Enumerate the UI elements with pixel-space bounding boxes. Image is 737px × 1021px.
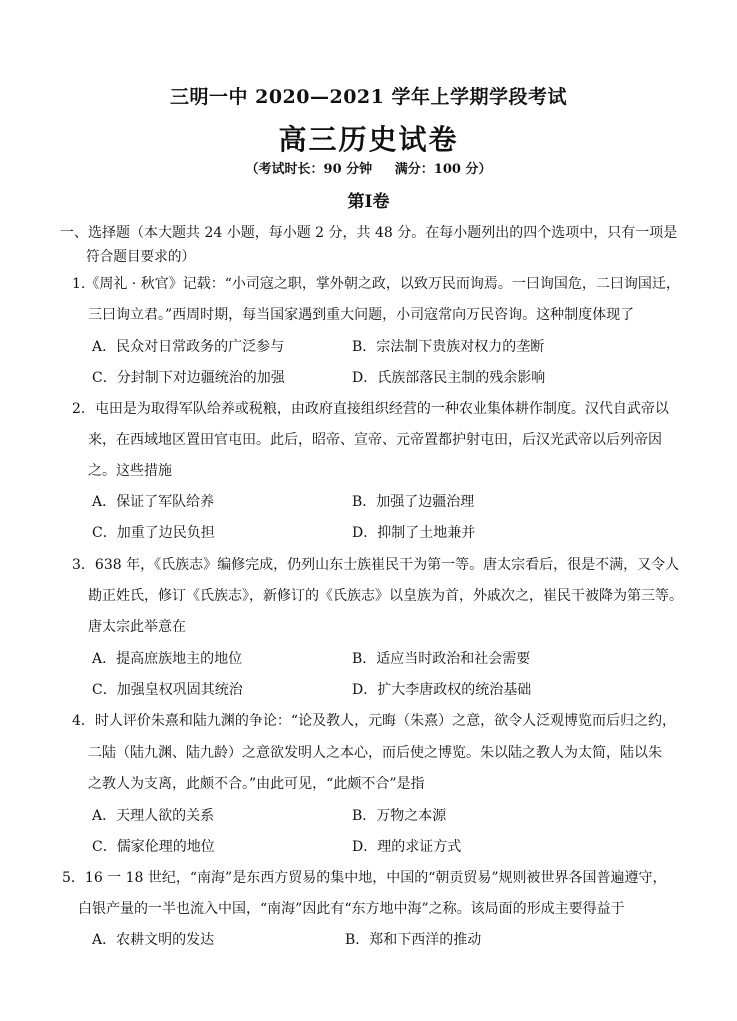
question-1-line-2: 三曰询立君。”西周时期，每当国家遇到重大问题，小司寇常向万民咨询。这种制度体现了 <box>88 307 635 323</box>
question-4-line-2: 二陆（陆九渊、陆九龄）之意欲发明人之本心，而后使之博览。朱以陆之教人为太简，陆以朱 <box>88 745 662 761</box>
question-3-option-b[interactable]: B．适应当时政治和社会需要 <box>352 651 531 667</box>
question-2-option-c[interactable]: C．加重了边民负担 <box>92 525 215 541</box>
question-4-line-3: 之教人为支离，此颇不合。”由此可见，“此颇不合”是指 <box>88 776 425 792</box>
exam-info: （考试时长：90 分钟 满分：100 分） <box>245 162 492 177</box>
question-4-option-b[interactable]: B．万物之本源 <box>352 808 447 824</box>
section-instruction-cont: 符合题目要求的） <box>86 249 196 265</box>
part-title: 第Ⅰ卷 <box>347 192 390 212</box>
question-1-line-1: 1.《周礼 · 秋官》记载：“小司寇之职，掌外朝之政，以致万民而询焉。一曰询国危，二曰询国迁， <box>72 276 680 292</box>
school-title: 三明一中 2020—2021 学年上学期学段考试 <box>170 86 567 108</box>
question-3-option-a[interactable]: A．提高庶族地主的地位 <box>92 651 243 667</box>
question-4-option-a[interactable]: A．天理人欲的关系 <box>92 808 215 824</box>
question-5-line-1: 5．16 一 18 世纪，“南海”是东西方贸易的集中地，中国的“朝贡贸易”规则被世界各国普遍遵守， <box>62 870 667 886</box>
question-4-line-1: 4．时人评价朱熹和陆九渊的争论：“论及教人，元晦（朱熹）之意，欲令人泛观博览而后归之约， <box>72 713 677 729</box>
question-3-line-1: 3．638 年，《氏族志》编修完成，仍列山东士族崔民干为第一等。唐太宗看后，很是不满，又令人 <box>72 557 680 573</box>
exam-title: 高三历史试卷 <box>278 123 459 156</box>
question-5-line-2: 白银产量的一半也流入中国，“南海”因此有“东方地中海”之称。该局面的形成主要得益于 <box>78 901 625 917</box>
question-4-option-c[interactable]: C．儒家伦理的地位 <box>92 839 215 855</box>
question-3-option-d[interactable]: D．扩大李唐政权的统治基础 <box>352 682 532 698</box>
question-3-line-2: 勘正姓氏，修订《氏族志》，新修订的《氏族志》以皇族为首，外戚次之，崔民干被降为第三等。 <box>88 588 683 604</box>
question-1-option-a[interactable]: A．民众对日常政务的广泛参与 <box>92 339 285 355</box>
question-2-option-d[interactable]: D．抑制了土地兼并 <box>352 525 476 541</box>
question-2-option-b[interactable]: B．加强了边疆治理 <box>352 494 475 510</box>
question-2-line-3: 之。这些措施 <box>88 463 172 479</box>
question-1-option-d[interactable]: D．氏族部落民主制的残余影响 <box>352 370 546 386</box>
question-2-line-1: 2．屯田是为取得军队给养或税粮，由政府直接组织经营的一种农业集体耕作制度。汉代自武帝以 <box>72 401 669 417</box>
question-1-option-b[interactable]: B．宗法制下贵族对权力的垄断 <box>352 339 545 355</box>
question-5-option-b[interactable]: B．郑和下西洋的推动 <box>345 932 482 948</box>
question-3-option-c[interactable]: C．加强皇权巩固其统治 <box>92 682 243 698</box>
question-5-option-a[interactable]: A．农耕文明的发达 <box>92 932 215 948</box>
section-instruction: 一、选择题（本大题共 24 小题，每小题 2 分，共 48 分。在每小题列出的四个选项中，只有一项是 <box>60 225 678 241</box>
question-2-option-a[interactable]: A．保证了军队给养 <box>92 494 215 510</box>
question-3-line-3: 唐太宗此举意在 <box>88 619 186 635</box>
question-1-option-c[interactable]: C．分封制下对边疆统治的加强 <box>92 370 285 386</box>
question-4-option-d[interactable]: D．理的求证方式 <box>352 839 462 855</box>
question-2-line-2: 来，在西域地区置田官屯田。此后，昭帝、宣帝、元帝置都护射屯田，后汉光武帝以后列帝因 <box>88 432 662 448</box>
